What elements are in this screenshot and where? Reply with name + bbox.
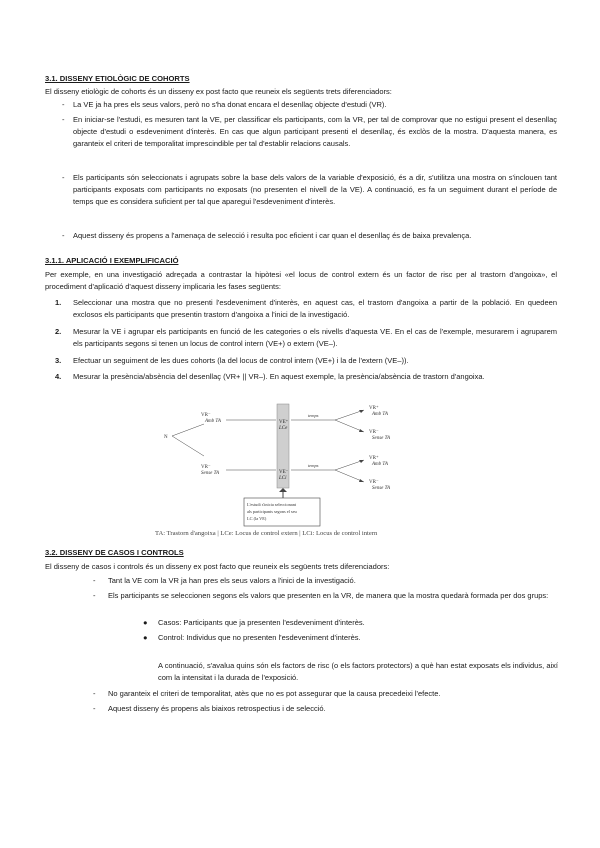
diagram-label: VE⁻ xyxy=(279,470,289,475)
case-control-continuation: A continuació, s'avalua quins són els factors de risc (o els factors protectors) a què han estat exposats els individus, així com la intensitat i la durada de l'exposició. xyxy=(158,661,558,683)
diagram-line xyxy=(172,436,204,456)
cohort-trait-4: Aquest disseny és propens a l'amenaça de selecció i resulta poc eficient i car quan el desenllaç és de baixa prevalença. xyxy=(73,231,472,240)
diagram-caption: TA: Trastorn d'angoixa | LCe: Locus de control extern | LCi: Locus de control intern xyxy=(155,530,378,537)
bullet-dash: - xyxy=(93,689,96,698)
diagram-label: Sense TA xyxy=(201,471,220,476)
step-text-2: Mesurar la VE i agrupar els participants en funció de les categories o els nivells d'aquesta VE. En el cas de l'exemple, mesurarem i agruparem els participants segons si tenen un locus de control intern (VE+) o extern (VE–). xyxy=(73,327,557,349)
bullet-dash: - xyxy=(62,173,65,182)
diagram-note: L'estudi s'inicia seleccionant xyxy=(247,502,297,507)
group-cases: Casos: Participants que ja presenten l'esdeveniment d'interès. xyxy=(158,618,365,627)
diagram-outcome: VR⁺ xyxy=(369,456,379,461)
case-control-trait-2: Els participants se seleccionen segons els valors que presenten en la VR, de manera que la mostra quedarà formada per dos grups: xyxy=(108,591,549,600)
diagram-arrowhead xyxy=(279,488,287,492)
bullet-dot: ● xyxy=(143,633,148,642)
diagram-n: N xyxy=(164,435,168,440)
step-text-3: Efectuar un seguiment de les dues cohorts (la del locus de control intern (VE+) i la de l'extern (VE–)). xyxy=(73,356,409,365)
diagram-label: Amb TA xyxy=(205,419,221,424)
diagram-temps: temps xyxy=(308,463,319,468)
step-number: 3. xyxy=(55,356,62,365)
step-number: 4. xyxy=(55,372,62,381)
bullet-dash: - xyxy=(93,591,96,600)
bullet-dot: ● xyxy=(143,618,148,627)
diagram-outcome: VR⁻ xyxy=(369,430,379,435)
bullet-dash: - xyxy=(62,115,65,124)
section-intro-cohorts: El disseny etiològic de cohorts és un disseny ex post facto que reuneix els següents trets diferenciadors: xyxy=(45,87,392,96)
diagram-note: LC (la VE) xyxy=(247,516,267,521)
diagram-label: LCi xyxy=(279,476,287,481)
cohort-design-diagram xyxy=(150,396,450,544)
cohort-trait-3: Els participants són seleccionats i agrupats sobre la base dels valors de la variable d'exposició, és a dir, s'utilitza una mostra on s'inclouen tant participants exposats com participants no exposats (no presenten el nivell de la VE). A continuació, es fa un seguiment durant el període de temps que es considera suficient per tal que aparegui l'esdeveniment d'interès. xyxy=(73,173,557,207)
diagram-label: VR⁻ xyxy=(201,413,211,418)
diagram-label: VE⁺ xyxy=(279,420,289,425)
section-heading-case-control: 3.2. DISSENY DE CASOS I CONTROLS xyxy=(45,548,184,557)
diagram-arrowhead xyxy=(359,429,364,432)
bullet-dash: - xyxy=(62,100,65,109)
diagram-outcome: Amb TA xyxy=(372,412,388,417)
bullet-dash: - xyxy=(93,704,96,713)
section-intro-case-control: El disseny de casos i controls és un disseny ex post facto que reuneix els següents trets diferenciadors: xyxy=(45,562,390,571)
diagram-label: LCe xyxy=(279,426,288,431)
bullet-dash: - xyxy=(62,231,65,240)
diagram-outcome: Amb TA xyxy=(372,462,388,467)
diagram-temps: temps xyxy=(308,413,319,418)
diagram-arrow xyxy=(335,410,364,420)
step-text-1: Seleccionar una mostra que no presenti l'esdeveniment d'interès, en aquest cas, el trastorn d'angoixa a partir de la població. En quedeen exclosos els participants que presentin trastorn d'angoixa a l'inici de la investigació. xyxy=(73,298,557,320)
diagram-note: als participants segons el seu xyxy=(247,509,297,514)
diagram-outcome: VR⁻ xyxy=(369,480,379,485)
diagram-arrow xyxy=(335,460,364,470)
step-number: 1. xyxy=(55,298,62,307)
case-control-trait-4: Aquest disseny és propens als biaixos retrospectius i de selecció. xyxy=(108,704,326,713)
group-controls: Control: Individus que no presenten l'esdeveniment d'interès. xyxy=(158,633,361,642)
cohort-trait-1: La VE ja ha pres els seus valors, però no s'ha donat encara el desenllaç objecte d'estudi (VR). xyxy=(73,100,387,109)
section-heading-application: 3.1.1. APLICACIÓ I EXEMPLIFICACIÓ xyxy=(45,256,179,265)
cohort-trait-2: En iniciar-se l'estudi, es mesuren tant la VE, per classificar els participants, com la VR, per tal de comprovar que no estigui present el desenllaç objecte d'estudi o esdeveniment d'interès. En cas que algun participant presenti el desenllaç, és exclòs de la mostra. D'aquesta manera, es garanteix el criteri de temporalitat imprescindible per tal d'establir relacions causals. xyxy=(73,115,557,149)
diagram-label: VR⁻ xyxy=(201,465,211,470)
diagram-outcome: Sense TA xyxy=(372,436,391,441)
bullet-dash: - xyxy=(93,576,96,585)
section-intro-application: Per exemple, en una investigació adreçada a contrastar la hipòtesi «el locus de control extern és un factor de risc per al trastorn d'angoixa», el procediment d'aplicació d'aquest disseny implicaria les fases següents: xyxy=(45,270,557,292)
step-text-4: Mesurar la presència/absència del desenllaç (VR+ || VR–). En aquest exemple, la presència/absència de trastorn d'angoixa. xyxy=(73,372,485,381)
diagram-outcome: Sense TA xyxy=(372,486,391,491)
case-control-trait-1: Tant la VE com la VR ja han pres els seus valors a l'inici de la investigació. xyxy=(108,576,356,585)
diagram-arrowhead xyxy=(359,479,364,482)
step-number: 2. xyxy=(55,327,62,336)
diagram-line xyxy=(172,424,204,436)
case-control-trait-3: No garanteix el criteri de temporalitat, atès que no es pot assegurar que la causa precedeixi l'efecte. xyxy=(108,689,441,698)
section-heading-cohorts: 3.1. DISSENY ETIOLÒGIC DE COHORTS xyxy=(45,74,190,83)
diagram-outcome: VR⁺ xyxy=(369,406,379,411)
